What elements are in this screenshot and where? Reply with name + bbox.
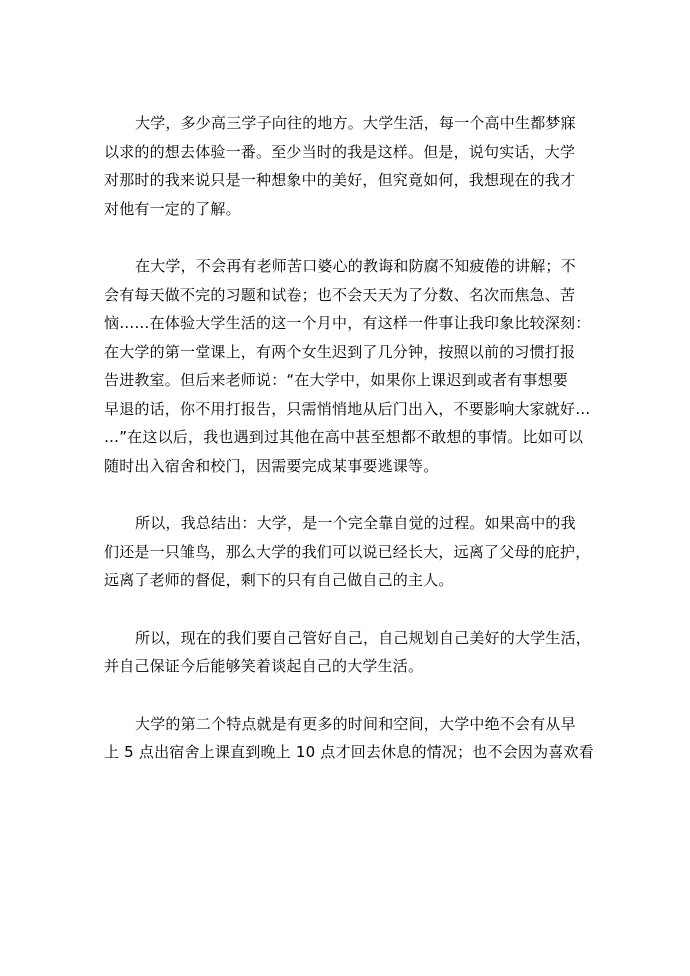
paragraph-5 — [104, 710, 594, 767]
paragraph-4 — [104, 624, 592, 681]
document-body — [104, 109, 594, 796]
paragraph-line: 对他有一定的了解。 — [104, 199, 241, 218]
paragraph-line: 大学的第二个特点就是有更多的时间和空间，大学中绝不会有从早 — [135, 714, 576, 733]
paragraph-line: 们还是一只雏鸟，那么大学的我们可以说已经长大，远离了父母的庇护， — [104, 542, 591, 561]
paragraph-line: 在大学，不会再有老师苦口婆心的教诲和防腐不知疲倦的讲解；不 — [135, 257, 576, 275]
paragraph-line: 远离了老师的督促，剩下的只有自己做自己的主人。 — [104, 571, 454, 589]
paragraph-3 — [104, 509, 591, 595]
paragraph-line: 所以，现在的我们要自己管好自己，自己规划自己美好的大学生活， — [135, 628, 592, 647]
paragraph-line: 在大学的第一堂课上，有两个女生迟到了几分钟，按照以前的习惯打报 — [104, 342, 576, 361]
paragraph-line: …”在这以后，我也遇到过其他在高中甚至想都不敢想的事情。比如可以 — [104, 428, 584, 446]
paragraph-line: 上 5 点出宿舍上课直到晚上 10 点才回去休息的情况；也不会因为喜欢看 — [104, 743, 594, 761]
paragraph-line: 会有每天做不完的习题和试卷；也不会天天为了分数、名次而焦急、苦 — [104, 285, 576, 304]
paragraph-line: 对那时的我来说只是一种想象中的美好，但究竟如何，我想现在的我才 — [104, 171, 576, 189]
paragraph-line: 所以，我总结出：大学，是一个完全靠自觉的过程。如果高中的我 — [135, 514, 576, 532]
paragraph-line: 随时出入宿舍和校门，因需要完成某事要逃课等。 — [104, 456, 439, 475]
paragraph-line: 恼……在体验大学生活的这一个月中，有这样一件事让我印象比较深刻： — [104, 314, 591, 332]
paragraph-2 — [104, 252, 591, 480]
paragraph-line: 告进教室。但后来老师说：“在大学中，如果你上课迟到或者有事想要 — [104, 371, 568, 389]
paragraph-line: 大学，多少高三学子向往的地方。大学生活，每一个高中生都梦寐 — [135, 114, 576, 132]
paragraph-line: 早退的话，你不用打报告，只需悄悄地从后门出入，不要影响大家就好… — [104, 399, 591, 418]
paragraph-line: 并自己保证今后能够笑着谈起自己的大学生活。 — [104, 657, 424, 675]
paragraph-line: 以求的的想去体验一番。至少当时的我是这样。但是，说句实话，大学 — [104, 142, 576, 161]
paragraph-1 — [104, 109, 584, 223]
